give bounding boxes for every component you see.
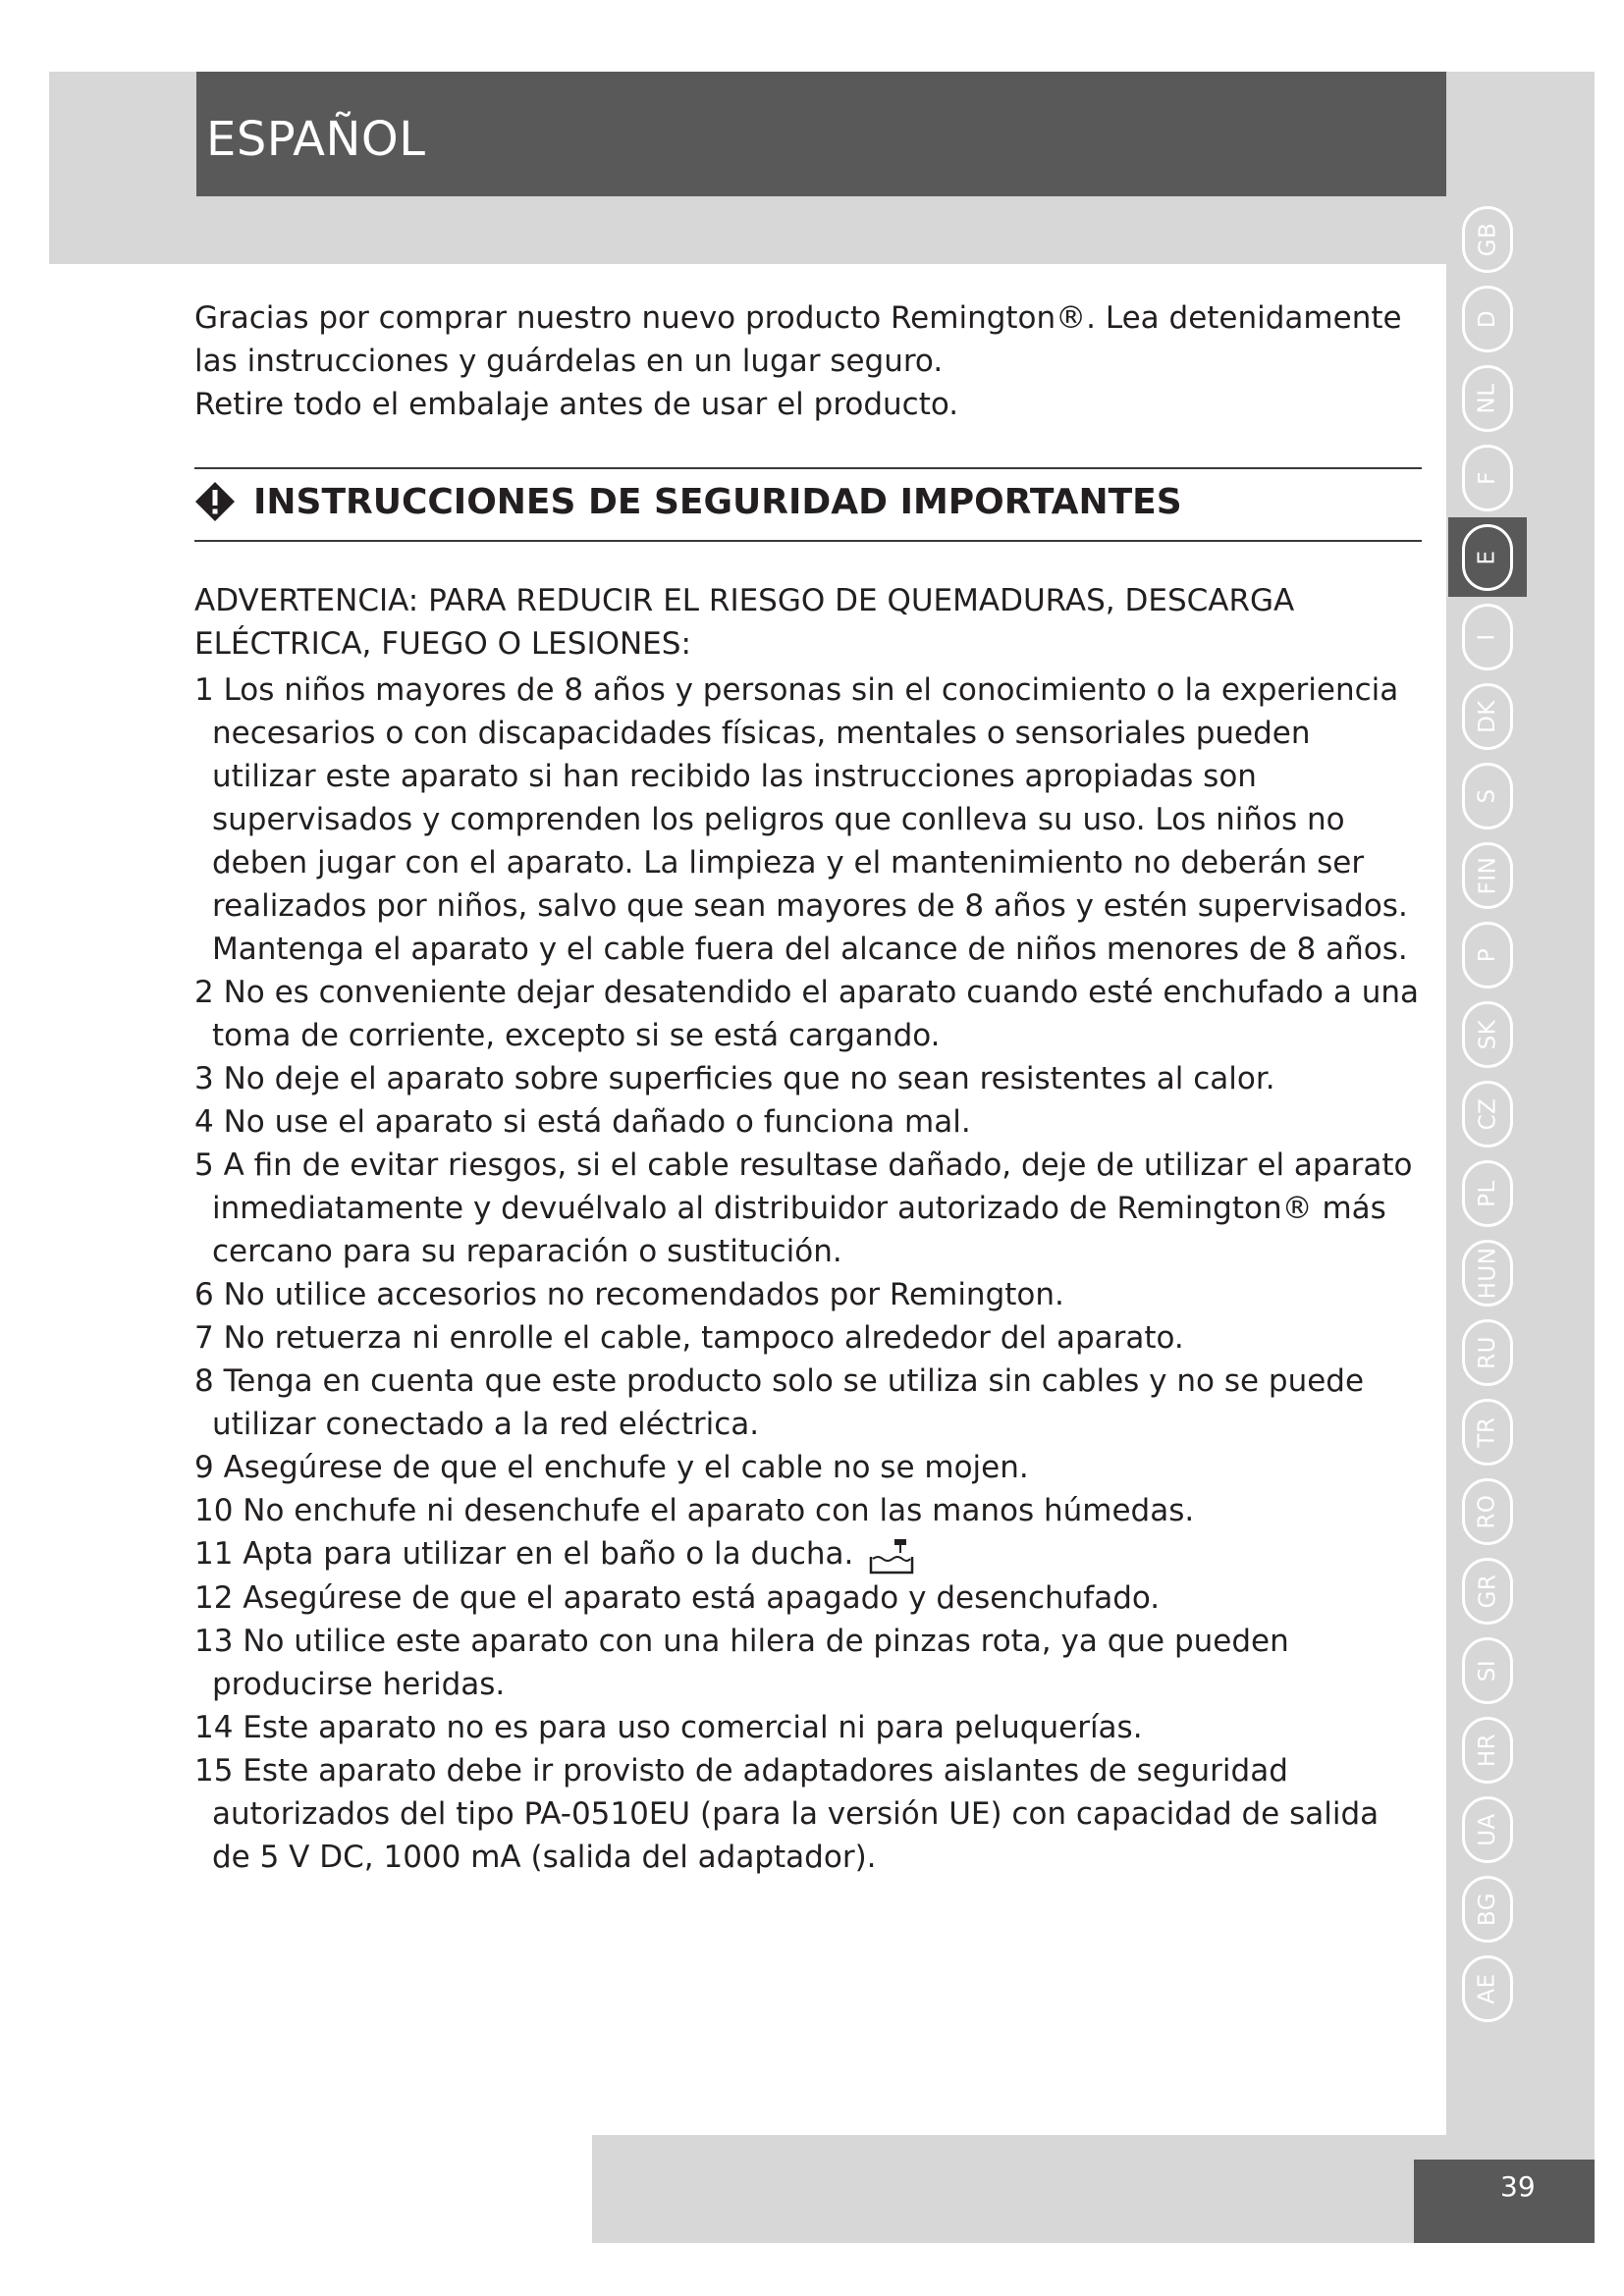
safety-item: [194, 1144, 1422, 1273]
language-pill: [1462, 1001, 1513, 1068]
page-number: 39: [1500, 2170, 1536, 2203]
safety-item-text: 14 Este aparato no es para uso comercial ni para peluquerías.: [194, 1709, 1143, 1745]
language-tab-sk[interactable]: [1448, 994, 1527, 1074]
language-code: FIN: [1475, 856, 1500, 894]
intro-thanks: Gracias por comprar nuestro nuevo producto Remington®. Lea detenidamente las instrucciones y guárdelas en un lugar seguro.: [194, 300, 1402, 379]
language-tabs: [1448, 199, 1527, 2028]
language-tab-fin[interactable]: [1448, 835, 1527, 915]
language-tab-dk[interactable]: [1448, 676, 1527, 756]
language-tab-e[interactable]: [1448, 517, 1527, 597]
language-tab-pl[interactable]: [1448, 1153, 1527, 1233]
language-pill: [1462, 1637, 1513, 1704]
safety-item-text: 4 No use el aparato si está dañado o funciona mal.: [194, 1104, 971, 1140]
language-tab-ru[interactable]: [1448, 1312, 1527, 1392]
safety-item-text: 1 Los niños mayores de 8 años y personas sin el conocimiento o la experiencia necesarios o con discapacidades físicas, mentales o sensoriales pueden utilizar este aparato si han recibido las instrucciones apropiadas son supervisados y comprenden los peligros que conlleva su uso. Los niños no deben jugar con el aparato. La limpieza y el mantenimiento no deberán ser realizados por niños, salvo que sean mayores de 8 años y estén supervisados. Mantenga el aparato y el cable fuera del alcance de niños menores de 8 años.: [194, 672, 1408, 967]
safety-item-text: 9 Asegúrese de que el enchufe y el cable no se mojen.: [194, 1450, 1029, 1485]
safety-item: [194, 1316, 1422, 1360]
language-pill: [1462, 604, 1513, 670]
language-code: UA: [1474, 1812, 1500, 1846]
language-tab-p[interactable]: [1448, 915, 1527, 994]
language-code: AE: [1475, 1972, 1500, 2004]
language-code: GR: [1475, 1574, 1500, 1608]
language-pill: [1462, 365, 1513, 432]
safety-item: [194, 668, 1422, 971]
intro-packaging: Retire todo el embalaje antes de usar el producto.: [194, 387, 959, 422]
language-tab-tr[interactable]: [1448, 1392, 1527, 1471]
safety-item: [194, 971, 1422, 1057]
language-tab-hun[interactable]: [1448, 1233, 1527, 1312]
safety-item: [194, 1620, 1422, 1706]
safety-heading: [194, 481, 1182, 522]
language-code: PL: [1475, 1179, 1500, 1207]
language-code: RO: [1475, 1493, 1500, 1529]
language-pill: [1462, 763, 1513, 829]
safety-item-text: 7 No retuerza ni enrolle el cable, tampoco alrededor del aparato.: [194, 1320, 1184, 1356]
language-tab-hr[interactable]: [1448, 1710, 1527, 1789]
language-pill: [1462, 922, 1513, 988]
language-code: SK: [1475, 1019, 1500, 1049]
language-tab-ua[interactable]: [1448, 1789, 1527, 1869]
safety-item-text: 12 Asegúrese de que el aparato está apagado y desenchufado.: [194, 1579, 1161, 1616]
safety-list: [194, 668, 1422, 1879]
safety-item: [194, 1100, 1422, 1144]
safety-item-text: 15 Este aparato debe ir provisto de adaptadores aislantes de seguridad autorizados del tipo PA-0510EU (para la versión UE) con capacidad de salida de 5 V DC, 1000 mA (salida del adaptador).: [194, 1752, 1380, 1875]
language-pill: [1462, 1717, 1513, 1784]
language-pill: [1462, 524, 1513, 591]
divider-bottom: [194, 540, 1422, 542]
safety-item-text: 5 A fin de evitar riesgos, si el cable resultase dañado, deje de utilizar el aparato inmediatamente y devuélvalo al distribuidor autorizado de Remington® más cercano para su reparación o sustitución.: [194, 1148, 1413, 1269]
language-code: SI: [1474, 1659, 1500, 1682]
safety-item-text: 8 Tenga en cuenta que este producto solo se utiliza sin cables y no se puede utilizar conectado a la red eléctrica.: [194, 1363, 1365, 1442]
language-code: TR: [1475, 1415, 1500, 1448]
safety-item: [194, 1360, 1422, 1446]
language-tab-nl[interactable]: [1448, 358, 1527, 438]
safety-item-text: 2 No es conveniente dejar desatendido el aparato cuando esté enchufado a una toma de corriente, excepto si se está cargando.: [194, 975, 1419, 1053]
safety-item-text: 13 No utilice este aparato con una hilera de pinzas rota, ya que pueden producirse heridas.: [194, 1623, 1289, 1702]
language-code: GB: [1474, 222, 1500, 256]
safety-item: [194, 1273, 1422, 1316]
safety-item: [194, 1532, 1422, 1576]
language-tab-d[interactable]: [1448, 279, 1527, 358]
warning-text: [194, 579, 1422, 666]
language-pill: [1462, 1478, 1513, 1545]
language-code: HR: [1475, 1733, 1500, 1767]
language-tab-ro[interactable]: [1448, 1471, 1527, 1551]
language-pill: [1462, 445, 1513, 511]
safety-item-text: 3 No deje el aparato sobre superficies que no sean resistentes al calor.: [194, 1061, 1275, 1096]
safety-item-text: 11 Apta para utilizar en el baño o la ducha.: [194, 1536, 854, 1572]
language-pill: [1462, 1319, 1513, 1386]
safety-item: [194, 1576, 1422, 1620]
language-code: DK: [1474, 699, 1500, 733]
language-pill: [1462, 1955, 1513, 2022]
language-pill: [1462, 1081, 1513, 1148]
language-pill: [1462, 206, 1513, 273]
language-code: S: [1474, 787, 1500, 804]
language-pill: [1462, 1796, 1513, 1863]
language-code: HUN: [1475, 1247, 1500, 1299]
language-pill: [1462, 1240, 1513, 1307]
language-code: CZ: [1474, 1097, 1500, 1130]
language-tab-ae[interactable]: [1448, 1949, 1527, 2028]
language-code: RU: [1474, 1335, 1500, 1369]
language-pill: [1462, 286, 1513, 352]
language-tab-s[interactable]: [1448, 756, 1527, 835]
intro: [194, 296, 1422, 426]
language-pill: [1462, 842, 1513, 909]
language-tab-f[interactable]: [1448, 438, 1527, 517]
page-title: ESPAÑOL: [206, 112, 426, 167]
language-tab-cz[interactable]: [1448, 1074, 1527, 1153]
safety-item: [194, 1749, 1422, 1879]
language-tab-gr[interactable]: [1448, 1551, 1527, 1630]
language-tab-gb[interactable]: [1448, 199, 1527, 279]
warning-icon: [194, 481, 236, 522]
language-pill: [1462, 1558, 1513, 1625]
safety-heading-text: INSTRUCCIONES DE SEGURIDAD IMPORTANTES: [253, 481, 1182, 522]
safety-item: [194, 1446, 1422, 1489]
language-code: P: [1475, 947, 1500, 962]
language-code: E: [1474, 549, 1500, 565]
safety-item: [194, 1706, 1422, 1749]
language-code: F: [1474, 470, 1500, 485]
language-code: D: [1475, 309, 1500, 328]
language-tab-i[interactable]: [1448, 597, 1527, 676]
safety-item-text: 6 No utilice accesorios no recomendados por Remington.: [194, 1277, 1064, 1312]
language-pill: [1462, 683, 1513, 750]
language-tab-si[interactable]: [1448, 1630, 1527, 1710]
language-tab-bg[interactable]: [1448, 1869, 1527, 1949]
bath-icon: [867, 1535, 918, 1576]
language-code: NL: [1475, 382, 1500, 414]
language-pill: [1462, 1399, 1513, 1466]
safety-item: [194, 1489, 1422, 1532]
safety-item: [194, 1057, 1422, 1100]
language-pill: [1462, 1876, 1513, 1943]
language-pill: [1462, 1160, 1513, 1227]
warning-paragraph: ADVERTENCIA: PARA REDUCIR EL RIESGO DE QUEMADURAS, DESCARGA ELÉCTRICA, FUEGO O LESIONES:: [194, 583, 1295, 662]
safety-item-text: 10 No enchufe ni desenchufe el aparato con las manos húmedas.: [194, 1493, 1195, 1528]
divider-top: [194, 467, 1422, 469]
language-code: BG: [1474, 1892, 1500, 1926]
language-code: I: [1474, 632, 1500, 641]
